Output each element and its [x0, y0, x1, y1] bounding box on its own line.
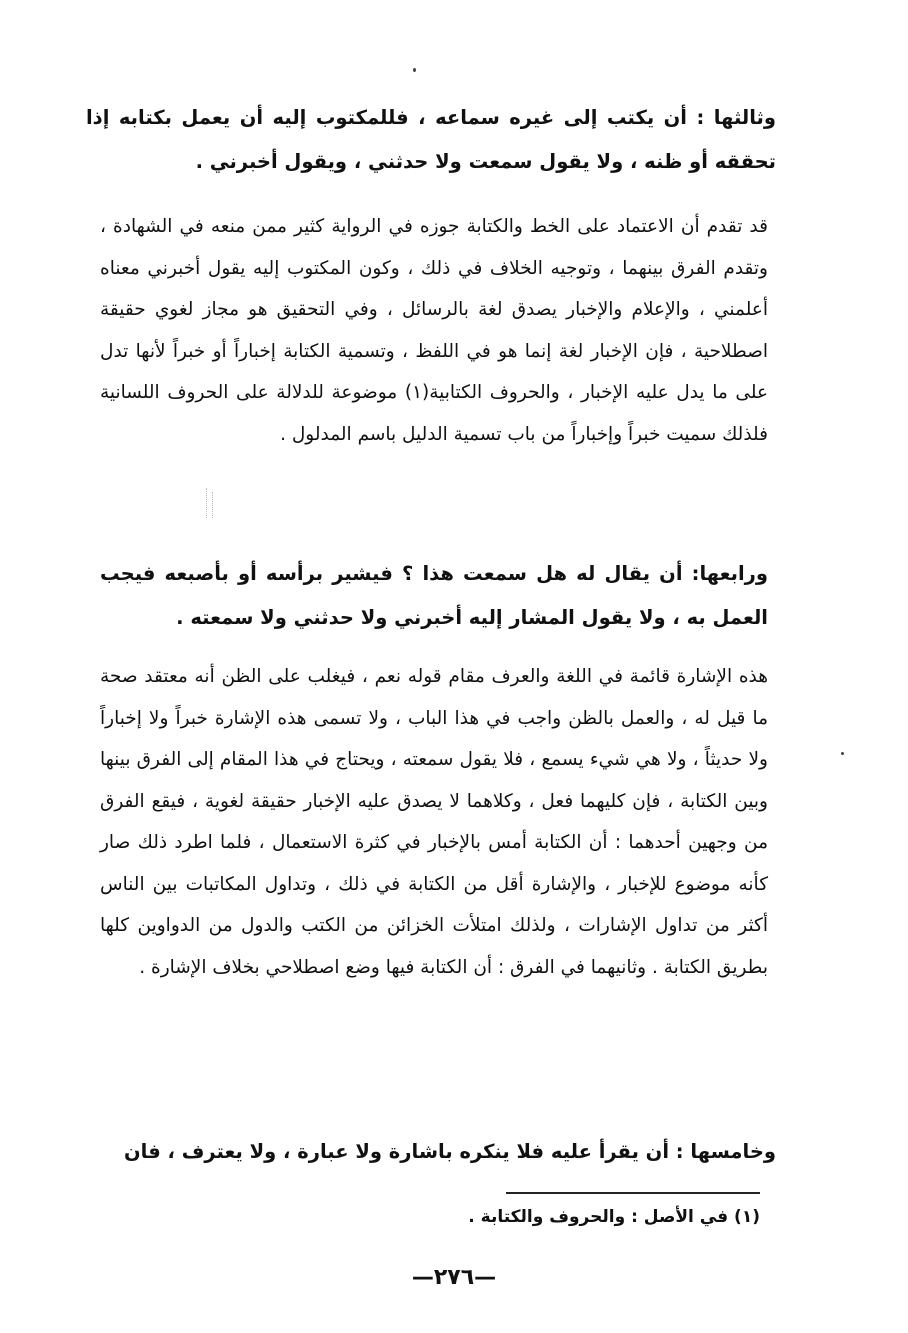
third-case-text: وثالثها : أن يكتب إلى غيره سماعه ، فللمكتوب إليه أن يعمل بكتابه إذا تحققه أو ظنه ، ولا يقول سمعت ولا حدثني ، ويقول أخبرني .	[86, 106, 776, 173]
footnote-separator	[506, 1192, 760, 1194]
scan-mark	[212, 492, 213, 518]
scan-mark	[206, 488, 207, 518]
third-case-commentary: قد تقدم أن الاعتماد على الخط والكتابة جوزه في الرواية كثير ممن منعه في الشهادة ، وتقدم الفرق بينهما ، وتوجيه الخلاف في ذلك ، وكون المكتوب إليه يقول أخبرني معناه أعلمني ، والإعلام والإخبار يصدق لغة بالرسائل ، وفي التحقيق هو مجاز لغوي حقيقة اصطلاحية ، فإن الإخبار لغة إنما هو في اللفظ ، وتسمية الكتابة إخباراً أو خبراً لأنها تدل على ما يدل عليه الإخبار ، والحروف الكتابية(١) موضوعة للدلالة على الحروف اللسانية فلذلك سميت خبراً وإخباراً من باب تسمية الدليل باسم المدلول .	[100, 216, 768, 445]
fourth-case-heading: ورابعها: أن يقال له هل سمعت هذا ؟ فيشير برأسه أو بأصبعه فيجب العمل به ، ولا يقول المشار إليه أخبرني ولا حدثني ولا سمعته .	[100, 562, 768, 629]
third-case-heading	[86, 96, 776, 184]
ink-speck	[413, 68, 416, 72]
fifth-case-text: وخامسها : أن يقرأ عليه فلا ينكره باشارة ولا عبارة ، ولا يعترف ، فان	[124, 1140, 776, 1163]
ink-speck	[841, 752, 844, 755]
page-number: —٢٧٦—	[411, 1265, 497, 1290]
fourth-case-commentary: هذه الإشارة قائمة في اللغة والعرف مقام قوله نعم ، فيغلب على الظن أنه معتقد صحة ما قيل له ، والعمل بالظن واجب في هذا الباب ، ولا تسمى هذه الإشارة خبراً ولا إخباراً ولا حديثاً ، ولا هي شيء يسمع ، فلا يقول سمعته ، ويحتاج في هذا المقام إلى الفرق بينها وبين الكتابة ، فإن كليهما فعل ، وكلاهما لا يصدق عليه الإخبار حقيقة لغوية ، فيقع الفرق من وجهين أحدهما : أن الكتابة أمس بالإخبار في كثرة الاستعمال ، فلما اطرد ذلك صار كأنه موضوع للإخبار ، والإشارة أقل من الكتابة في ذلك ، وتداول المكاتبات بين الناس أكثر من تداول الإشارات ، ولذلك امتلأت الخزائن من الكتب والدول من الدواوين كلها بطريق الكتابة . وثانيهما في الفرق : أن الكتابة فيها وضع اصطلاحي بخلاف الإشارة .	[100, 666, 768, 978]
footnote: (١) في الأصل : والحروف والكتابة .	[468, 1207, 760, 1227]
fifth-case-heading	[86, 1130, 776, 1174]
